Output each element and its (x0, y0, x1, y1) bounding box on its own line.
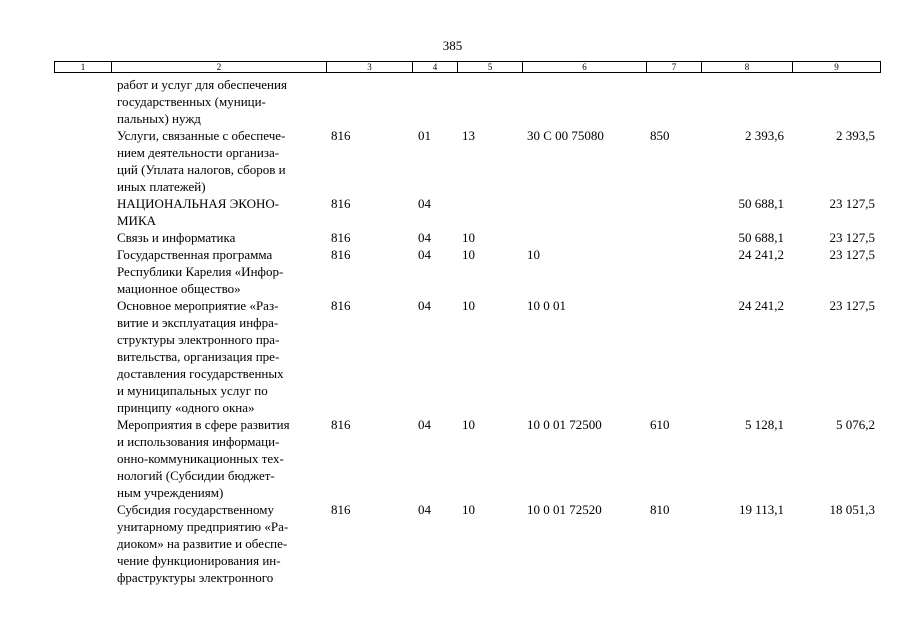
cell-amount-executed: 18 051,3 (829, 502, 875, 517)
cell-amount-planned: 50 688,1 (738, 196, 784, 211)
cell-amount-executed: 5 076,2 (836, 417, 875, 432)
cell-amount-planned: 24 241,2 (738, 298, 784, 313)
cell-admin-code: 816 (331, 417, 351, 432)
table-body (0, 76, 905, 586)
column-header-3: 3 (327, 62, 413, 73)
column-header-table (54, 61, 881, 73)
page-number: 385 (442, 38, 463, 53)
row-description: Услуги, связанные с обеспече- нием деятельности организа- ций (Уплата налогов, сборов и иных платежей) (117, 128, 286, 194)
row-description: Связь и информатика (117, 230, 236, 245)
table-row (0, 195, 905, 229)
column-header-1: 1 (55, 62, 112, 73)
column-header-8: 8 (702, 62, 793, 73)
cell-section: 04 (418, 298, 431, 313)
row-description: Субсидия государственному унитарному предприятию «Ра- диоком» на развитие и обеспе- чение функционирования ин- фраструктуры электронного (117, 502, 289, 585)
column-header-7: 7 (647, 62, 702, 73)
cell-section: 04 (418, 417, 431, 432)
cell-amount-planned: 19 113,1 (738, 502, 784, 517)
cell-target-article: 10 0 01 72500 (527, 417, 602, 432)
cell-admin-code: 816 (331, 128, 351, 143)
column-header-5: 5 (458, 62, 523, 73)
cell-admin-code: 816 (331, 247, 351, 262)
cell-section: 04 (418, 247, 431, 262)
cell-section: 01 (418, 128, 431, 143)
column-header-9: 9 (793, 62, 881, 73)
cell-subsection: 13 (462, 128, 475, 143)
cell-section: 04 (418, 230, 431, 245)
cell-section: 04 (418, 502, 431, 517)
cell-amount-executed: 23 127,5 (829, 247, 875, 262)
cell-admin-code: 816 (331, 230, 351, 245)
cell-amount-executed: 23 127,5 (829, 196, 875, 211)
table-row (0, 127, 905, 195)
row-description: НАЦИОНАЛЬНАЯ ЭКОНО- МИКА (117, 196, 280, 228)
row-description: Государственная программа Республики Карелия «Инфор- мационное общество» (117, 247, 284, 296)
cell-subsection: 10 (462, 247, 475, 262)
cell-subsection: 10 (462, 298, 475, 313)
cell-subsection: 10 (462, 417, 475, 432)
cell-target-article: 10 0 01 (527, 298, 566, 313)
table-row (0, 501, 905, 586)
column-header-2: 2 (112, 62, 327, 73)
cell-amount-planned: 24 241,2 (738, 247, 784, 262)
column-header-4: 4 (413, 62, 458, 73)
table-row (0, 297, 905, 416)
cell-amount-planned: 5 128,1 (745, 417, 784, 432)
cell-admin-code: 816 (331, 196, 351, 211)
cell-target-article: 30 С 00 75080 (527, 128, 604, 143)
cell-amount-planned: 2 393,6 (745, 128, 784, 143)
cell-target-article: 10 (527, 247, 540, 262)
column-header-row (55, 62, 881, 73)
cell-amount-executed: 23 127,5 (829, 230, 875, 245)
cell-amount-planned: 50 688,1 (738, 230, 784, 245)
table-row (0, 246, 905, 297)
cell-admin-code: 816 (331, 298, 351, 313)
row-description: Основное мероприятие «Раз- витие и эксплуатация инфра- структуры электронного пра- вительства, организация пре- доставления государственных и муниципальных услуг по принципу «одного окна» (117, 298, 284, 415)
table-row (0, 416, 905, 501)
cell-amount-executed: 2 393,5 (836, 128, 875, 143)
cell-expense-type: 850 (650, 128, 670, 143)
table-row (0, 229, 905, 246)
row-description: Мероприятия в сфере развития и использования информаци- онно-коммуникационных тех- нологий (Субсидии бюджет- ным учреждениям) (117, 417, 290, 500)
column-header-6: 6 (523, 62, 647, 73)
row-description: работ и услуг для обеспечения государственных (муници- пальных) нужд (117, 77, 287, 126)
table-row (0, 76, 905, 127)
cell-expense-type: 810 (650, 502, 670, 517)
cell-target-article: 10 0 01 72520 (527, 502, 602, 517)
cell-subsection: 10 (462, 230, 475, 245)
cell-admin-code: 816 (331, 502, 351, 517)
cell-expense-type: 610 (650, 417, 670, 432)
cell-amount-executed: 23 127,5 (829, 298, 875, 313)
cell-subsection: 10 (462, 502, 475, 517)
cell-section: 04 (418, 196, 431, 211)
